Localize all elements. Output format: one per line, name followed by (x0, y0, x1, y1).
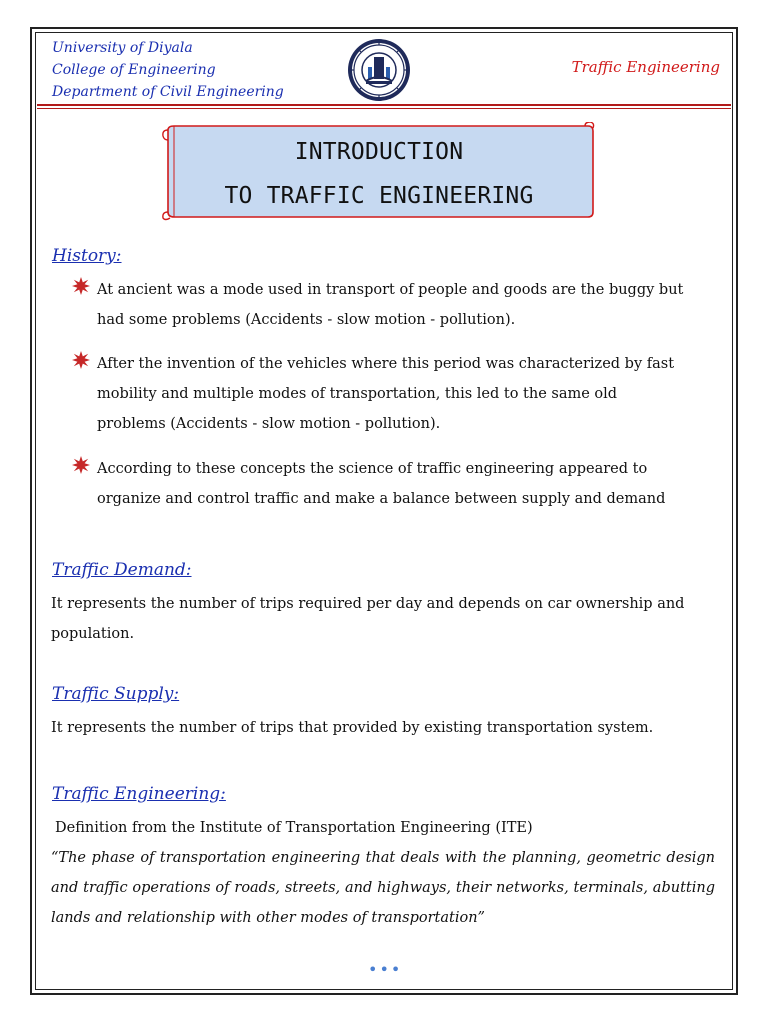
traffic-supply-heading: Traffic Supply: (52, 684, 180, 704)
bullet-line: According to these concepts the science of traffic engineering appeared to (97, 461, 648, 477)
starburst-bullet-icon (72, 456, 90, 474)
header-divider-thin (37, 108, 731, 109)
traffic-engineering-heading: Traffic Engineering: (52, 784, 226, 804)
department-name: Department of Civil Engineering (52, 84, 284, 100)
ite-definition-quote: “The phase of transportation engineering that deals with the planning, geometric design and traffic operations of roads, streets, and highways, their networks, terminals, abutting lands and relationship with other modes of transportation” (51, 850, 715, 926)
college-name: College of Engineering (52, 62, 216, 78)
university-seal-icon (344, 37, 414, 103)
starburst-bullet-icon (72, 351, 90, 369)
traffic-demand-text-line-1: It represents the number of trips required per day and depends on car ownership and (51, 596, 685, 612)
ite-definition-intro: Definition from the Institute of Transportation Engineering (ITE) (55, 820, 533, 836)
bullet-line: problems (Accidents - slow motion - pollution). (97, 416, 441, 432)
document-title (174, 130, 584, 218)
traffic-demand-text-line-2: population. (51, 626, 135, 642)
course-title: Traffic Engineering (571, 58, 720, 76)
bullet-line: mobility and multiple modes of transportation, this led to the same old (97, 386, 618, 402)
bullet-line: At ancient was a mode used in transport of people and goods are the buggy but (97, 282, 684, 298)
title-line-1: INTRODUCTION (294, 139, 464, 165)
history-heading: History: (52, 246, 122, 266)
header-divider (37, 104, 731, 106)
bullet-line: had some problems (Accidents - slow motion - pollution). (97, 312, 516, 328)
traffic-supply-text: It represents the number of trips that provided by existing transportation system. (51, 720, 654, 736)
traffic-demand-heading: Traffic Demand: (52, 560, 192, 580)
starburst-bullet-icon (72, 277, 90, 295)
bullet-line: After the invention of the vehicles where this period was characterized by fast (97, 356, 675, 372)
continuation-dots: ••• (368, 960, 403, 979)
institution-block (52, 37, 284, 103)
title-line-2: TO TRAFFIC ENGINEERING (224, 183, 534, 209)
university-name: University of Diyala (52, 40, 193, 56)
bullet-line: organize and control traffic and make a balance between supply and demand (97, 491, 666, 507)
